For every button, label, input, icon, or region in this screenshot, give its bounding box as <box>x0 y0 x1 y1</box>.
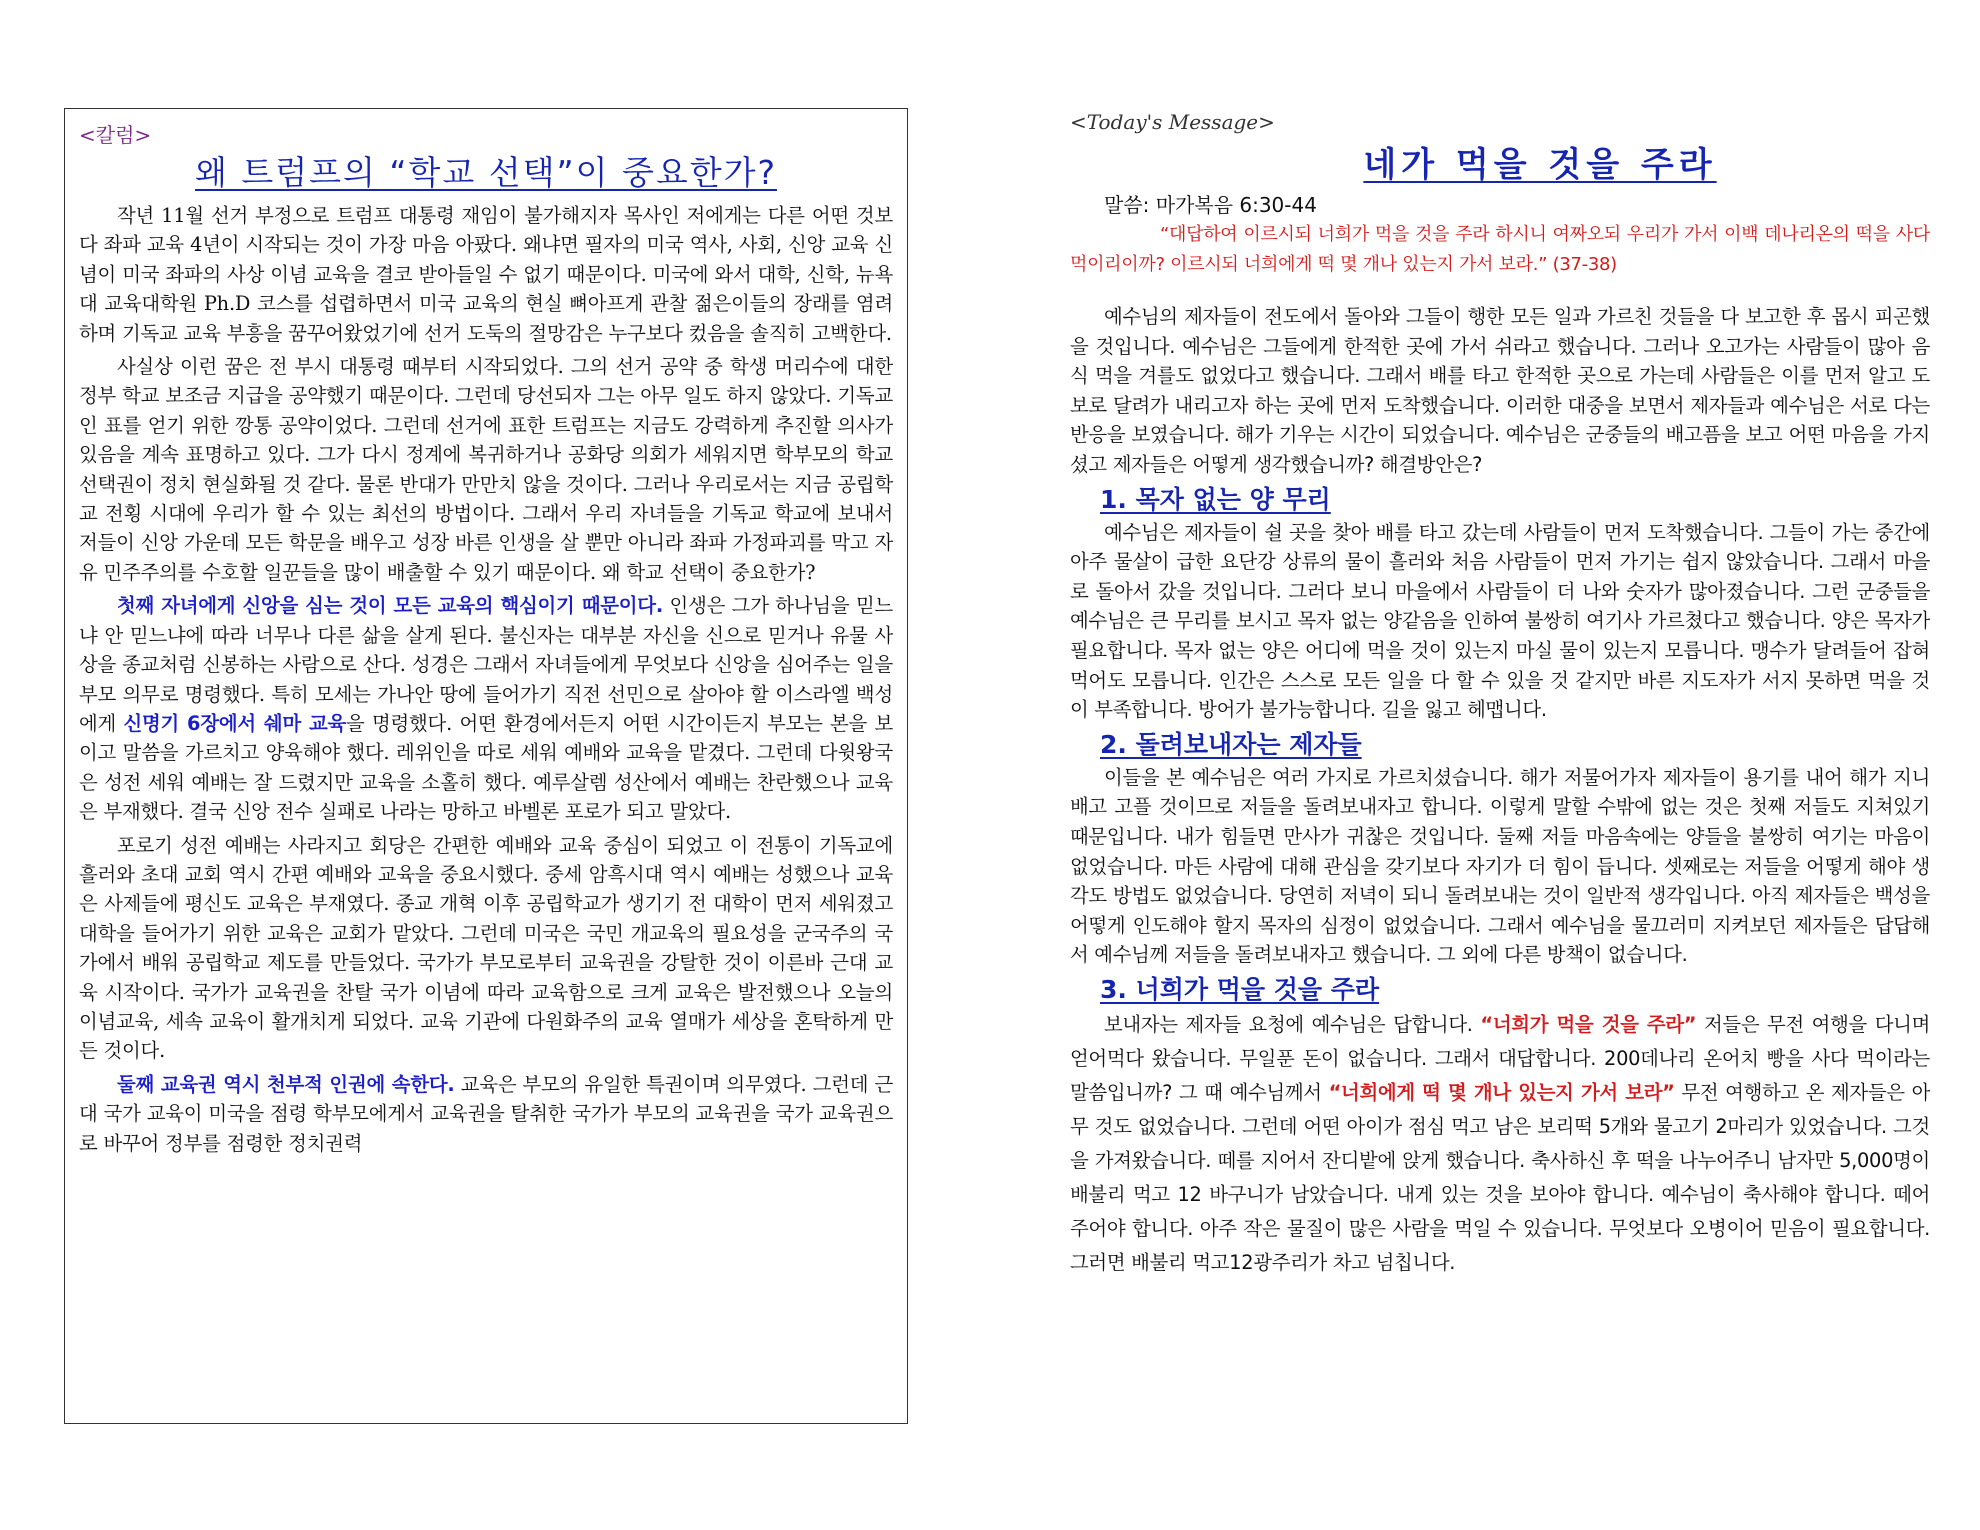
message-tag: <Today's Message> <box>1070 110 1275 134</box>
column-title: 왜 트럼프의 “학교 선택”이 중요한가? <box>195 153 777 192</box>
column-tag: <칼럼> <box>79 123 152 147</box>
column-body <box>79 201 893 1158</box>
column-paragraph: 첫째 자녀에게 신앙을 심는 것이 모든 교육의 핵심이기 때문이다. 인생은 그가 하나님을 믿느냐 안 믿느냐에 따라 너무나 다른 삶을 살게 된다. 불신자는 대부분 자신을 신으로 믿거나 유물 사상을 종교처럼 신봉하는 사람으로 산다. 성경은 그래서 자녀들에게 무엇보다 신앙을 심어주는 일을 부모 의무로 명령했다. 특히 모세는 가나안 땅에 들어가기 직전 선민으로 살아야 할 이스라엘 백성에게 신명기 6장에서 쉐마 교육을 명령했다. 어떤 환경에서든지 어떤 시간이든지 부모는 본을 보이고 말씀을 가르치고 양육해야 했다. 레위인을 따로 세워 예배와 교육을 맡겼다. 그런데 다윗왕국은 성전 세워 예배는 잘 드렸지만 교육을 소홀히 했다. 예루살렘 성산에서 예배는 찬란했으나 교육은 부재했다. 결국 신앙 전수 실패로 나라는 망하고 바벨론 포로가 되고 말았다. <box>79 594 894 824</box>
section-heading-3: 3. 너희가 먹을 것을 주라 <box>1100 974 1380 1004</box>
scripture-reference: 말씀: 마가복음 6:30-44 <box>1104 193 1317 217</box>
scripture-quote: “대답하여 이르시되 너희가 먹을 것을 주라 하시니 여짜오되 우리가 가서 이백 데나리온의 떡을 사다 먹이리이까? 이르시되 너희에게 떡 몇 개나 있는지 가서 보라.” (37-38) <box>1070 224 1930 275</box>
column-paragraph: 사실상 이런 꿈은 전 부시 대통령 때부터 시작되었다. 그의 선거 공약 중 학생 머리수에 대한 정부 학교 보조금 지급을 공약했기 때문이다. 그런데 당선되자 그는 아무 일도 하지 않았다. 기독교인 표를 얻기 위한 깡통 공약이었다. 그런데 선거에 표한 트럼프는 지금도 강력하게 추진할 의사가 있음을 계속 표명하고 있다. 그가 다시 정계에 복귀하거나 공화당 의회가 세워지면 학부모의 학교 선택권이 정치 현실화될 것 같다. 물론 반대가 만만치 않을 것이다. 그러나 우리로서는 지금 공립학교 전횡 시대에 우리가 할 수 있는 최선의 방법이다. 그래서 우리 자녀들을 기독교 학교에 보내서 저들이 신앙 가운데 모든 학문을 배우고 성장 바른 인생을 살 뿐만 아니라 좌파 가정파괴를 막고 자유 민주주의를 수호할 일꾼들을 많이 배출할 수 있기 때문이다. 왜 학교 선택이 중요한가? <box>79 355 893 584</box>
message-body <box>1070 302 1930 1280</box>
column-page <box>64 108 908 1424</box>
column-paragraph: 둘째 교육권 역시 천부적 인권에 속한다. 교육은 부모의 유일한 특권이며 의무였다. 그런데 근대 국가 교육이 미국을 점령 학부모에게서 교육권을 탈취한 국가가 부모의 교육권을 국가 교육권으로 바꾸어 정부를 점령한 정치권력 <box>79 1072 894 1155</box>
point-two-heading: 둘째 교육권 역시 천부적 인권에 속한다. <box>117 1072 455 1096</box>
quote-highlight: “너희가 먹을 것을 주라” <box>1480 1012 1697 1036</box>
section-heading-1: 1. 목자 없는 양 무리 <box>1100 484 1331 514</box>
section-paragraph-3: 보내자는 제자들 요청에 예수님은 답합니다. “너희가 먹을 것을 주라” 저들은 무전 여행을 다니며 얻어먹다 왔습니다. 무일푼 돈이 없습니다. 그래서 대답합니다. 200데나리 온어치 빵을 사다 먹이라는 말씀입니까? 그 때 예수님께서 “너희에게 떡 몇 개나 있는지 가서 보라” 무전 여행하고 온 제자들은 아무 것도 없었습니다. 그런데 어떤 아이가 점심 먹고 남은 보리떡 5개와 물고기 2마리가 있었습니다. 그것을 가져왔습니다. 떼를 지어서 잔디밭에 앉게 했습니다. 축사하신 후 떡을 나누어주니 남자만 5,000명이 배불리 먹고 12 바구니가 남았습니다. 내게 있는 것을 보아야 합니다. 예수님이 축사해야 합니다. 떼어 주어야 합니다. 아주 작은 물질이 많은 사람을 먹일 수 있습니다. 무엇보다 오병이어 믿음이 필요합니다. 그러면 배불리 먹고12광주리가 차고 넘칩니다. <box>1070 1012 1931 1274</box>
shema-reference: 신명기 6장에서 쉐마 교육 <box>123 711 347 735</box>
point-one-heading: 첫째 자녀에게 신앙을 심는 것이 모든 교육의 핵심이기 때문이다. <box>117 594 663 618</box>
section-paragraph-2: 이들을 본 예수님은 여러 가지로 가르치셨습니다. 해가 저물어가자 제자들이 용기를 내어 해가 지니 배고 고플 것이므로 저들을 돌려보내자고 합니다. 이렇게 말할 수밖에 없는 것은 첫째 저들도 지쳐있기 때문입니다. 내가 힘들면 만사가 귀찮은 것입니다. 둘째 저들 마음속에는 양들을 불쌍히 여기는 마음이 없었습니다. 마든 사람에 대해 관심을 갖기보다 자기가 더 힘이 듭니다. 셋째로는 저들을 어떻게 해야 생각도 방법도 없었습니다. 당연히 저녁이 되니 돌려보내는 것이 일반적 생각입니다. 아직 제자들은 백성을 어떻게 인도해야 할지 목자의 심정이 없었습니다. 그래서 예수님을 물끄러미 지켜보던 제자들은 답답해서 예수님께 저들을 돌려보내자고 했습니다. 그 외에 다른 방책이 없습니다. <box>1070 765 1930 967</box>
intro-paragraph: 예수님의 제자들이 전도에서 돌아와 그들이 행한 모든 일과 가르친 것들을 다 보고한 후 몹시 피곤했을 것입니다. 예수님은 그들에게 한적한 곳에 가서 쉬라고 했습니다. 그러나 오고가는 사람들이 많아 음식 먹을 겨를도 없었다고 했습니다. 그래서 배를 타고 한적한 곳으로 가는데 사람들은 이를 먼저 알고 도보로 달려가 내리고자 하는 곳에 먼저 도착했습니다. 이러한 대중을 보면서 제자들과 예수님은 서로 다는 반응을 보였습니다. 해가 기우는 시간이 되었습니다. 예수님은 군중들의 배고픔을 보고 어떤 마음을 가지셨고 제자들은 어떻게 생각했습니까? 해결방안은? <box>1070 305 1930 476</box>
column-paragraph: 포로기 성전 예배는 사라지고 회당은 간편한 예배와 교육 중심이 되었고 이 전통이 기독교에 흘러와 초대 교회 역시 간편 예배와 교육을 중요시했다. 중세 암흑시대 역시 예배는 성했으나 교육은 사제들에 평신도 교육은 부재였다. 종교 개혁 이후 공립학교가 생기기 전 대학이 먼저 세워졌고 대학을 들어가기 위한 교육은 교회가 맡았다. 그런데 미국은 국민 개교육의 필요성을 군국주의 국가에서 배워 공립학교 제도를 만들었다. 국가가 부모로부터 교육권을 강탈한 것이 이른바 근대 교육 시작이다. 국가가 교육권을 찬탈 국가 이념에 따라 교육함으로 크게 교육은 발전했으나 오늘의 이념교육, 세속 교육이 활개치게 되었다. 교육 기관에 다원화주의 교육 열매가 세상을 혼탁하게 만든 것이다. <box>79 833 893 1063</box>
message-title: 네가 먹을 것을 주라 <box>1363 145 1717 185</box>
section-heading-2: 2. 돌려보내자는 제자들 <box>1100 729 1362 759</box>
column-paragraph: 작년 11월 선거 부정으로 트럼프 대통령 재임이 불가해지자 목사인 저에게는 다른 어떤 것보다 좌파 교육 4년이 시작되는 것이 가장 마음 아팠다. 왜냐면 필자의 미국 역사, 사회, 신앙 교육 신념이 미국 좌파의 사상 이념 교육을 결코 받아들일 수 없기 때문이다. 미국에 와서 대학, 신학, 뉴욕 대 교육대학원 Ph.D 코스를 섭렵하면서 미국 교육의 현실 뼈아프게 관찰 젊은이들의 장래를 염려하며 기독교 교육 부흥을 꿈꾸어왔었기에 선거 도둑의 절망감은 누구보다 컸음을 솔직히 고백한다. <box>79 204 893 345</box>
quote-highlight: “너희에게 떡 몇 개나 있는지 가서 보라” <box>1328 1080 1675 1104</box>
message-page <box>1070 108 1930 1428</box>
section-paragraph-1: 예수님은 제자들이 쉴 곳을 찾아 배를 타고 갔는데 사람들이 먼저 도착했습니다. 그들이 가는 중간에 아주 물살이 급한 요단강 상류의 물이 흘러와 처음 사람들이 먼저 가기는 쉽지 않았습니다. 그래서 마을로 돌아서 갔을 것입니다. 그러다 보니 마을에서 사람들이 더 나와 숫자가 많아졌습니다. 그런 군중들을 예수님은 큰 무리를 보시고 목자 없는 양같음을 인하여 불쌍히 여기사 가르쳤다고 했습니다. 양은 목자가 필요합니다. 목자 없는 양은 어디에 먹을 것이 있는지 마실 물이 있는지 모릅니다. 맹수가 달려들어 잡혀 먹어도 모릅니다. 인간은 스스로 모든 일을 다 할 수 있을 것 같지만 바른 지도자가 서지 못하면 먹을 것이 부족합니다. 방어가 불가능합니다. 길을 잃고 헤맵니다. <box>1070 520 1930 722</box>
